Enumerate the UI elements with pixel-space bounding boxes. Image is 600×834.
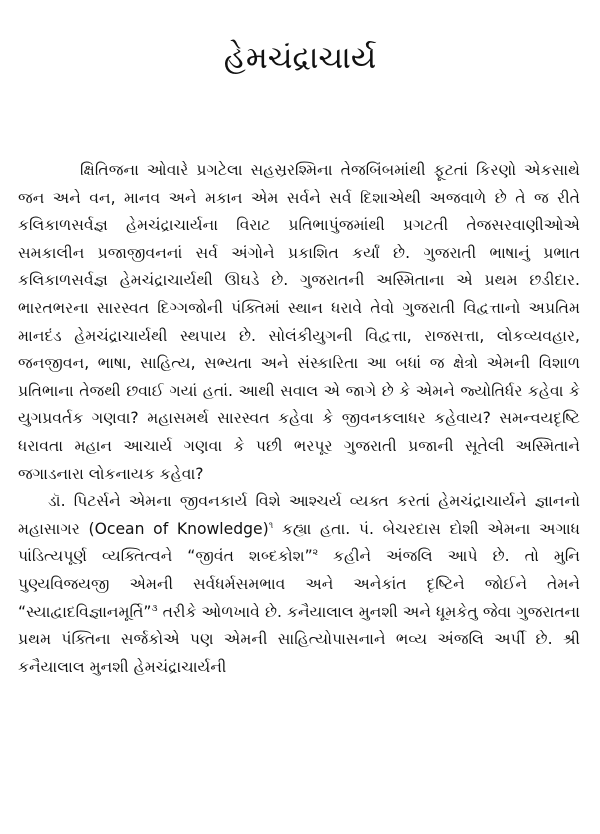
paragraph-2-text-2: કહ્યા હતા. પં. બેચરદાસ દોશી એમના અગાધ પાંડિત્યપૂર્ણ વ્યક્તિત્વને “જીવંત શબ્દકોશ”	[18, 519, 581, 566]
paragraph-2-text-3: કહીને અંજલિ આપે છે. તો મુનિ પુણ્યવિજયજી એમની સર્વધર્મસમભાવ અને અનેકાંત દૃષ્ટિને જોઈને તેમને “સ્યાદ્વાદવિજ્ઞાનમૂર્તિ”	[18, 547, 580, 621]
footnote-marker-2: ૨	[312, 548, 319, 559]
paragraph-2	[18, 488, 580, 681]
page-title: હેમચંદ્રાચાર્ય	[223, 40, 377, 76]
paragraph-2-text-1: ડૉ. પિટર્સને એમના જીવનકાર્ય વિશે આશ્ચર્ય વ્યક્ત કરતાં હેમચંદ્રાચાર્યને જ્ઞાનનો મહાસાગર (Ocean of Knowledge)	[18, 492, 580, 538]
body-text	[18, 157, 580, 681]
footnote-marker-3: ૩	[151, 603, 158, 614]
paragraph-1: ક્ષિતિજના ઓવારે પ્રગટેલા સહસ્રરશ્મિના તેજબિંબમાંથી ફૂટતાં કિરણો એકસાથે જન અને વન, માનવ અને મકાન એમ સર્વને સર્વ દિશાએથી અજવાળે છે તે જ રીતે કલિકાળસર્વજ્ઞ હેમચંદ્રાચાર્યના વિરાટ પ્રતિભાપુંજમાંથી પ્રગટતી તેજસરવાણીઓએ સમકાલીન પ્રજાજીવનનાં સર્વ અંગોને પ્રકાશિત કર્યાં છે. ગુજરાતી ભાષાનું પ્રભાત કલિકાળસર્વજ્ઞ હેમચંદ્રાચાર્યથી ઊઘડે છે. ગુજરાતની અસ્મિતાના એ પ્રથમ છડીદાર. ભારતભરના સારસ્વત દિગ્ગજોની પંક્તિમાં સ્થાન ધરાવે તેવો ગુજરાતી વિદ્વત્તાનો અપ્રતિમ માનદંડ હેમચંદ્રાચાર્યથી સ્થપાય છે. સોલંકીયુગની વિદ્વત્તા, રાજસત્તા, લોકવ્યવહાર, જનજીવન, ભાષા, સાહિત્ય, સભ્યતા અને સંસ્કારિતા આ બધાં જ ક્ષેત્રો એમની વિશાળ પ્રતિભાના તેજથી છવાઈ ગયાં હતાં. આથી સવાલ એ જાગે છે કે એમને જ્યોતિર્ધર કહેવા કે યુગપ્રવર્તક ગણવા? મહાસમર્થ સારસ્વત કહેવા કે જીવનકલાધર કહેવાય? સમન્વયદૃષ્ટિ ધરાવતા મહાન આચાર્ય ગણવા કે પછી ભરપૂર ગુજરાતી પ્રજાની સૂતેલી અસ્મિતાને જગાડનારા લોકનાયક કહેવા?	[18, 161, 580, 483]
footnote-marker-1: ૧	[268, 520, 274, 531]
paragraph-2-text-4: તરીકે ઓળખાવે છે. કનૈયાલાલ મુનશી અને ધૂમકેતુ જેવા ગુજરાતના પ્રથમ પંક્તિના સર્જકોએ પણ એમની સાહિત્યોપાસનાને ભવ્ય અંજલિ અર્પી છે. શ્રી કનૈયાલાલ મુનશી હેમચંદ્રાચાર્યની	[18, 602, 580, 676]
